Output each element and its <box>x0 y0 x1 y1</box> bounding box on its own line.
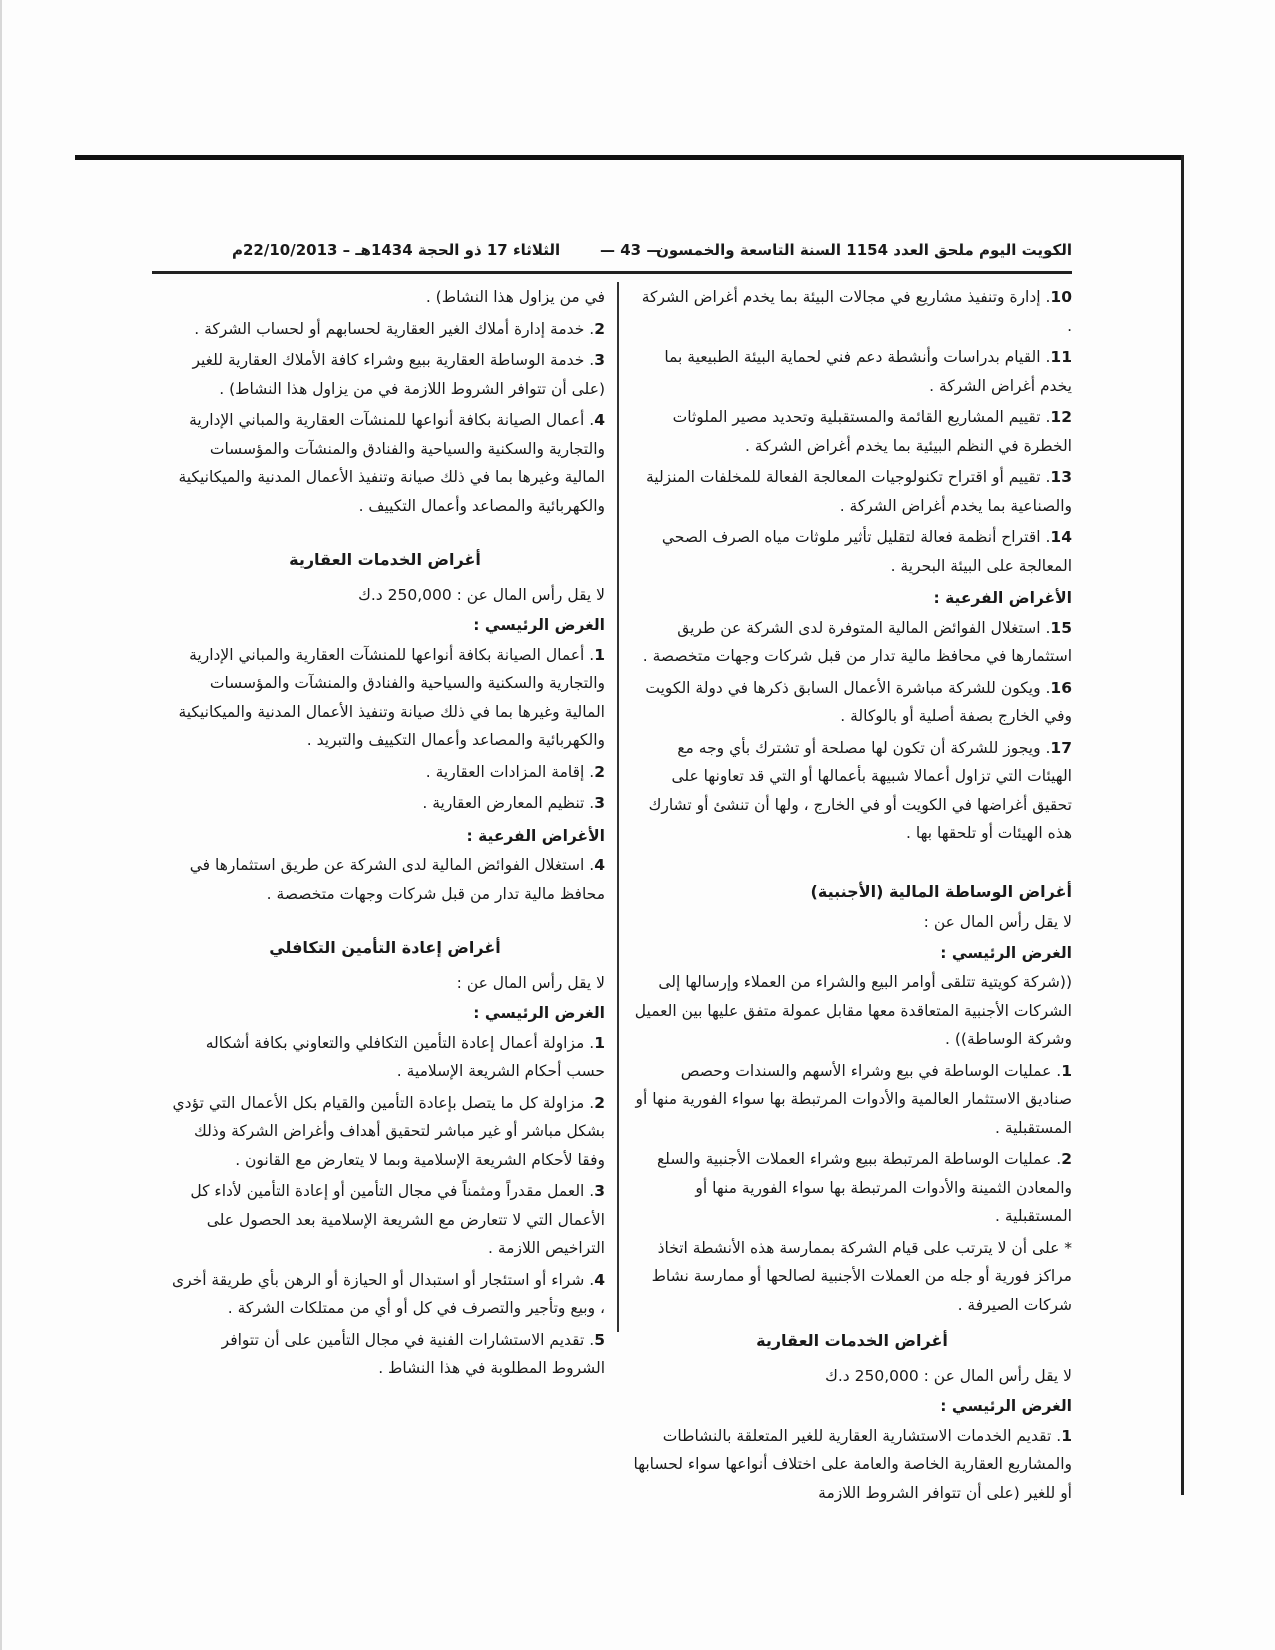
list-item: 2. خدمة إدارة أملاك الغير العقارية لحسابهم أو لحساب الشركة . <box>194 319 605 338</box>
capital-line: لا يقل رأس المال عن : <box>456 973 605 992</box>
page-header <box>152 237 1072 267</box>
list-item: 1. أعمال الصيانة بكافة أنواعها للمنشآت العقارية والمباني الإدارية والتجارية والسكنية والسياحية والفنادق والمنشآت والمؤسسات المالية وغيرها بما في ذلك صيانة وتنفيذ الأعمال المدنية والميكانيكية والكهربائية والمصاعد وأعمال التكييف والتبريد . <box>178 645 605 749</box>
list-item: 2. إقامة المزادات العقارية . <box>425 762 605 781</box>
capital-line: لا يقل رأس المال عن : <box>923 913 1072 931</box>
main-objective-heading: الغرض الرئيسي : <box>940 1397 1072 1415</box>
list-item: 5. تقديم الاستشارات الفنية في مجال التأمين على أن تتوافر الشروط المطلوبة في هذا النشاط . <box>221 1330 605 1377</box>
continuation-text: في من يزاول هذا النشاط) . <box>425 288 605 306</box>
header-page-number: — 43 — <box>600 241 662 259</box>
main-objective-heading: الغرض الرئيسي : <box>473 616 605 634</box>
capital-line: لا يقل رأس المال عن : 250,000 د.ك <box>358 585 605 604</box>
list-item: 4. استغلال الفوائض المالية لدى الشركة عن طريق استثمارها في محافظ مالية تدار من قبل شركات وجهات متخصصة . <box>189 856 605 903</box>
list-item: 2. عمليات الوساطة المرتبطة ببيع وشراء العملات الأجنبية والسلع والمعادن الثمينة والأدوات المرتبطة بها سواء الفورية منها أو المستقبلية . <box>656 1150 1072 1225</box>
list-item: 11. القيام بدراسات وأنشطة دعم فني لحماية البيئة الطبيعية بما يخدم أغراض الشركة . <box>664 348 1072 395</box>
main-objective-heading: الغرض الرئيسي : <box>940 943 1072 962</box>
subsidiary-objectives-heading: الأغراض الفرعية : <box>466 826 605 845</box>
section-title-takaful: أغراض إعادة التأمين التكافلي <box>269 938 501 957</box>
brokerage-intro: ((شركة كويتية تتلقى أوامر البيع والشراء من العملاء وإرسالها إلى الشركات الأجنبية المتعاقدة معها مقابل عمولة متفق عليها بين العميل وشركة الوساطة)) . <box>634 973 1072 1048</box>
brokerage-note: * على أن لا يترتب على قيام الشركة بممارسة هذه الأنشطة اتخاذ مراكز فورية أو جله من العملات الأجنبية لصالحها أو ممارسة نشاط شركات الصيرفة . <box>651 1238 1072 1314</box>
list-item: 4. شراء أو استئجار أو استبدال أو الحيازة أو الرهن بأي طريقة أخرى ، وبيع وتأجير والتصرف في كل أو أي من ممتلكات الشركة . <box>171 1270 605 1317</box>
scan-edge <box>0 0 2 1650</box>
left-column <box>165 283 605 1386</box>
list-item: 2. مزاولة كل ما يتصل بإعادة التأمين والقيام بكل الأعمال التي تؤدي بشكل مباشر أو غير مباشر لتحقيق أهداف وأغراض الشركة وذلك وفقا لأحكام الشريعة الإسلامية وبما لا يتعارض مع القانون . <box>172 1093 605 1169</box>
list-item: 3. العمل مقدراً ومثمناً في مجال التأمين أو إعادة التأمين لأداء كل الأعمال التي لا تتعارض مع الشريعة الإسلامية بعد الحصول على التراخيص اللازمة . <box>190 1182 605 1257</box>
list-item: 1. عمليات الوساطة في بيع وشراء الأسهم والسندات وحصص صناديق الاستثمار العالمية والأدوات المرتبطة بها سواء الفورية منها أو المستقبلية . <box>635 1061 1072 1137</box>
section-title-real-estate: أغراض الخدمات العقارية <box>756 1331 948 1350</box>
list-item: 3. خدمة الوساطة العقارية ببيع وشراء كافة الأملاك العقارية للغير (على أن تتوافر الشروط اللازمة في من يزاول هذا النشاط) . <box>192 351 605 398</box>
subsidiary-objectives-heading: الأغراض الفرعية : <box>933 589 1072 607</box>
right-border-line <box>1181 155 1184 1495</box>
list-item: 17. ويجوز للشركة أن تكون لها مصلحة أو تشترك بأي وجه مع الهيئات التي تزاول أعمالا شبيهة بأعمالها أو التي قد تعاونها على تحقيق أغراضها في الكويت أو في الخارج ، ولها أن تنشئ أو تشارك هذه الهيئات أو تلحقها بها . <box>648 738 1072 842</box>
header-date: الثلاثاء 17 ذو الحجة 1434هـ – 22/10/2013م <box>232 241 561 259</box>
capital-line: لا يقل رأس المال عن : 250,000 د.ك <box>825 1366 1072 1385</box>
section-title-brokerage: أغراض الوساطة المالية (الأجنبية) <box>810 881 1072 901</box>
column-divider <box>617 282 619 1332</box>
section-title-real-estate: أغراض الخدمات العقارية <box>289 550 481 569</box>
list-item: 15. استغلال الفوائض المالية المتوفرة لدى الشركة عن طريق استثمارها في محافظ مالية تدار من قبل شركات وجهات متخصصة . <box>642 618 1072 665</box>
list-item: 13. تقييم أو اقتراح تكنولوجيات المعالجة الفعالة للمخلفات المنزلية والصناعية بما يخدم أغراض الشركة . <box>645 468 1072 515</box>
list-item: 1. تقديم الخدمات الاستشارية العقارية للغير المتعلقة بالنشاطات والمشاريع العقارية الخاصة والعامة على اختلاف أنواعها سواء لحسابها أو للغير (على أن تتوافر الشروط اللازمة <box>633 1426 1072 1502</box>
list-item: 12. تقييم المشاريع القائمة والمستقبلية وتحديد مصير الملوثات الخطرة في النظم البيئية بما يخدم أغراض الشركة . <box>672 408 1072 455</box>
list-item: 16. ويكون للشركة مباشرة الأعمال السابق ذكرها في دولة الكويت وفي الخارج بصفة أصلية أو بالوكالة . <box>645 678 1072 725</box>
main-objective-heading: الغرض الرئيسي : <box>473 1004 605 1022</box>
right-column <box>632 283 1072 1510</box>
header-rule <box>152 271 1072 274</box>
top-rule <box>75 155 1183 160</box>
list-item: 3. تنظيم المعارض العقارية . <box>422 794 605 812</box>
list-item: 4. أعمال الصيانة بكافة أنواعها للمنشآت العقارية والمباني الإدارية والتجارية والسكنية والسياحية والفنادق والمنشآت والمؤسسات المالية وغيرها بما في ذلك صيانة وتنفيذ الأعمال المدنية والميكانيكية والكهربائية والمصاعد وأعمال التكييف . <box>178 411 605 515</box>
header-publication: الكويت اليوم ملحق العدد 1154 السنة التاسعة والخمسون <box>656 241 1072 259</box>
list-item: 10. إدارة وتنفيذ مشاريع في مجالات البيئة بما يخدم أغراض الشركة . <box>641 288 1072 335</box>
list-item: 1. مزاولة أعمال إعادة التأمين التكافلي والتعاوني بكافة أشكاله حسب أحكام الشريعة الإسلامية . <box>205 1033 605 1080</box>
list-item: 14. اقتراح أنظمة فعالة لتقليل تأثير ملوثات مياه الصرف الصحي المعالجة على البيئة البحرية . <box>661 528 1072 575</box>
